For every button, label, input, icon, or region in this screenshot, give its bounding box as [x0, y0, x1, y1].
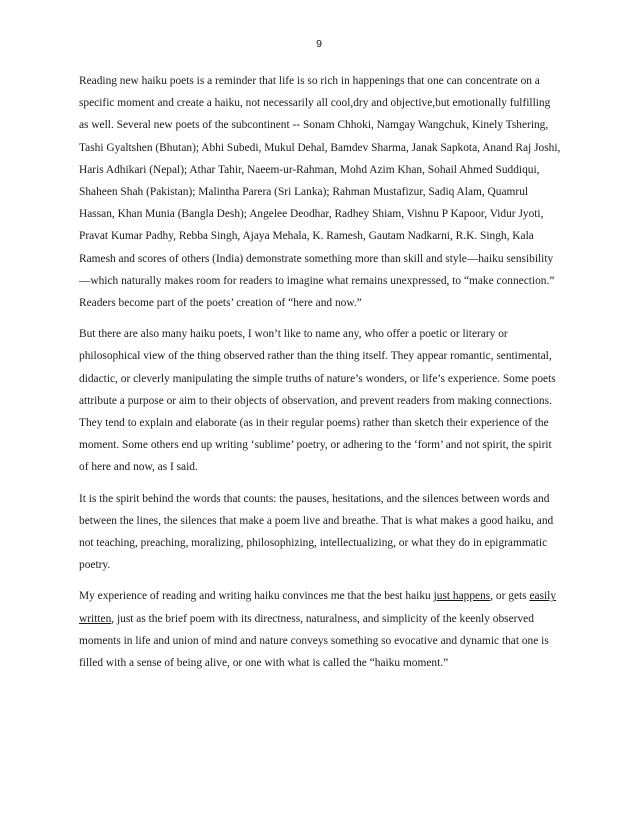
paragraph-spirit-behind-words: It is the spirit behind the words that counts: the pauses, hesitations, and the silences between words and between the lines, the silences that make a poem live and breathe. That is what makes a good haiku, and not teaching, preaching, moralizing, philosophizing, intellectualizing, or what they do in epigrammatic poetry.: [79, 492, 554, 572]
page-number: 9: [316, 38, 322, 50]
paragraph-poetic-view: But there are also many haiku poets, I won’t like to name any, who offer a poetic or literary or philosophical view of the thing observed rather than the thing itself. They appear romantic, sentimental, didactic, or cleverly manipulating the simple truths of nature’s wonders, or life’s experience. Some poets attribute a purpose or aim to their objects of observation, and prevent readers from making connections. They tend to explain and elaborate (as in their regular poems) rather than sketch their experience of the moment. Some others end up writing ‘sublime’ poetry, or adhering to the ‘form’ and not spirit, the spirit of here and now, as I said.: [79, 328, 556, 474]
paragraph-text-segment: My experience of reading and writing haiku convinces me that the best haiku: [79, 590, 434, 603]
paragraph-text-segment: , just as the brief poem with its directness, naturalness, and simplicity of the keenly observed moments in life and union of mind and nature conveys something so evocative and dynamic that one is filled with a sense of being alive, or one with what is called the “haiku moment.”: [79, 612, 549, 670]
body-text: [79, 70, 561, 683]
paragraph-text-segment: , or gets: [490, 590, 530, 603]
paragraph-experience-of-haiku: [79, 585, 561, 674]
underlined-phrase-easily-written: easily written: [79, 590, 557, 625]
paragraph-new-haiku-poets: Reading new haiku poets is a reminder that life is so rich in happenings that one can concentrate on a specific moment and create a haiku, not necessarily all cool,dry and objective,but emotionally fulfilling as well. Several new poets of the subcontinent -- Sonam Chhoki, Namgay Wangchuk, Kinely Tshering, Tashi Gyaltshen (Bhutan); Abhi Subedi, Mukul Dehal, Bamdev Sharma, Janak Sapkota, Anand Raj Joshi, Haris Adhikari (Nepal); Athar Tahir, Naeem-ur-Rahman, Mohd Azim Khan, Sohail Ahmed Suddiqui, Shaheen Shah (Pakistan); Malintha Parera (Sri Lanka); Rahman Mustafizur, Sadiq Alam, Quamrul Hassan, Khan Munia (Bangla Desh); Angelee Deodhar, Radhey Shiam, Vishnu P Kapoor, Vidur Jyoti, Pravat Kumar Padhy, Rebba Singh, Ajaya Mehala, K. Ramesh, Gautam Nadkarni, R.K. Singh, Kala Ramesh and scores of others (India) demonstrate something more than skill and style—haiku sensibility—which naturally makes room for readers to imagine what remains unexpressed, to “make connection.” Readers become part of the poets’ creation of “here and now.”: [79, 75, 561, 310]
underlined-phrase-just-happens: just happens: [433, 590, 491, 603]
